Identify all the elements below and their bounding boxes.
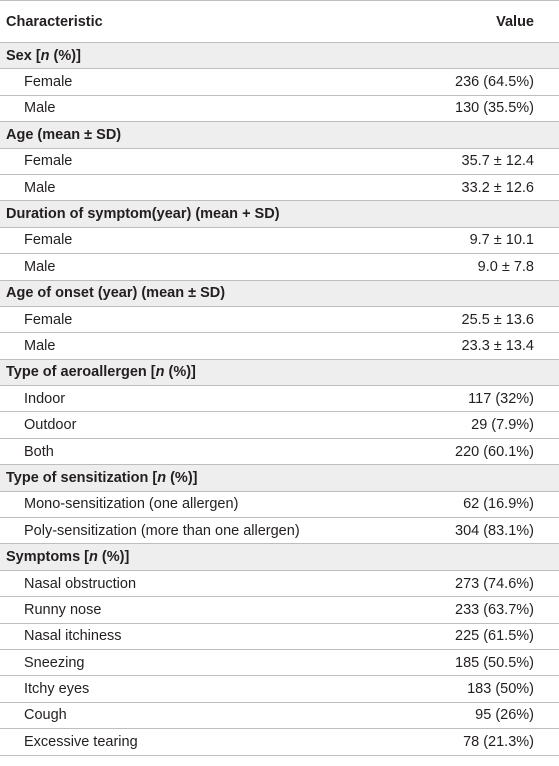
row-label: Itchy eyes — [24, 681, 90, 698]
row-value: 273 (74.6%) — [455, 575, 534, 592]
table-row — [0, 228, 559, 254]
row-label: Nasal obstruction — [24, 575, 137, 592]
row-value: 23.3 ± 13.4 — [461, 337, 534, 354]
table-row — [0, 518, 559, 544]
row-label: Male — [24, 258, 56, 275]
table-row — [0, 149, 559, 175]
row-value: 233 (63.7%) — [455, 601, 534, 618]
row-label: Nasal itchiness — [24, 628, 122, 645]
table-row — [0, 254, 559, 280]
table-header-row — [0, 0, 559, 43]
row-label: Female — [24, 232, 73, 249]
section-title: Age (mean ± SD) — [6, 126, 122, 143]
row-value: 117 (32%) — [468, 390, 534, 407]
row-value: 185 (50.5%) — [455, 654, 534, 671]
section-title: Type of aeroallergen [n (%)] — [6, 364, 196, 381]
row-label: Cough — [24, 707, 67, 724]
section-title: Sex [n (%)] — [6, 47, 81, 64]
table-row — [0, 96, 559, 122]
row-label: Male — [24, 337, 56, 354]
section-row — [0, 122, 559, 148]
row-value: 29 (7.9%) — [471, 417, 534, 434]
table-row — [0, 307, 559, 333]
row-label: Female — [24, 153, 73, 170]
row-value: 304 (83.1%) — [455, 522, 534, 539]
table-row — [0, 412, 559, 438]
row-label: Female — [24, 311, 73, 328]
row-label: Male — [24, 100, 56, 117]
table-row — [0, 624, 559, 650]
table-row — [0, 386, 559, 412]
row-value: 62 (16.9%) — [463, 496, 534, 513]
row-label: Male — [24, 179, 56, 196]
row-value: 183 (50%) — [467, 681, 534, 698]
row-value: 33.2 ± 12.6 — [461, 179, 534, 196]
section-title: Age of onset (year) (mean ± SD) — [6, 285, 226, 302]
row-label: Both — [24, 443, 54, 460]
row-label: Female — [24, 74, 73, 91]
section-title: Type of sensitization [n (%)] — [6, 469, 198, 486]
section-title: Symptoms [n (%)] — [6, 549, 130, 566]
table-row — [0, 571, 559, 597]
row-value: 225 (61.5%) — [455, 628, 534, 645]
row-value: 130 (35.5%) — [455, 100, 534, 117]
table-row — [0, 676, 559, 702]
row-value: 25.5 ± 13.6 — [461, 311, 534, 328]
section-row — [0, 43, 559, 69]
row-value: 95 (26%) — [475, 707, 534, 724]
table-body — [0, 43, 559, 756]
table-row — [0, 597, 559, 623]
table-row — [0, 69, 559, 95]
row-label: Sneezing — [24, 654, 85, 671]
table-row — [0, 650, 559, 676]
row-label: Excessive tearing — [24, 733, 138, 750]
section-row — [0, 544, 559, 570]
row-value: 220 (60.1%) — [455, 443, 534, 460]
table-row — [0, 333, 559, 359]
row-value: 35.7 ± 12.4 — [461, 153, 534, 170]
row-value: 9.0 ± 7.8 — [477, 258, 534, 275]
row-label: Runny nose — [24, 601, 102, 618]
row-label: Outdoor — [24, 417, 77, 434]
row-label: Indoor — [24, 390, 66, 407]
row-label: Mono-sensitization (one allergen) — [24, 496, 239, 513]
section-row — [0, 360, 559, 386]
header-characteristic: Characteristic — [6, 13, 103, 30]
table-row — [0, 175, 559, 201]
header-value: Value — [496, 13, 534, 30]
section-title: Duration of symptom(year) (mean + SD) — [6, 206, 280, 223]
table-row — [0, 439, 559, 465]
row-label: Poly-sensitization (more than one allergen) — [24, 522, 300, 539]
row-value: 78 (21.3%) — [463, 733, 534, 750]
table-row — [0, 492, 559, 518]
table-row — [0, 703, 559, 729]
row-value: 236 (64.5%) — [455, 74, 534, 91]
row-value: 9.7 ± 10.1 — [469, 232, 534, 249]
section-row — [0, 465, 559, 491]
table-row — [0, 729, 559, 755]
section-row — [0, 201, 559, 227]
section-row — [0, 281, 559, 307]
